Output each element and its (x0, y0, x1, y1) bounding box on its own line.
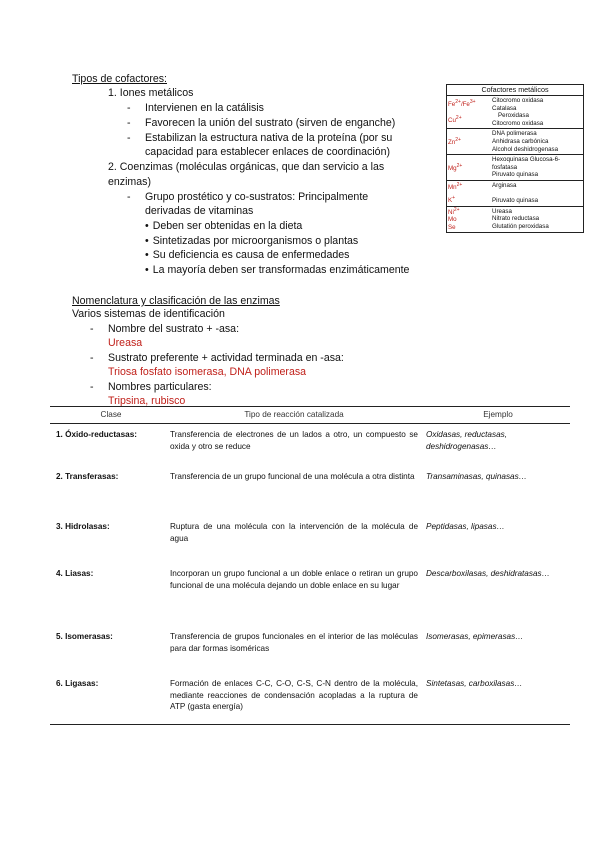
table-row (50, 563, 570, 626)
coenzyme-group-cont: derivadas de vitaminas (145, 205, 254, 217)
cofactor-point: - Estabilizan la estructura nativa de la proteína (por su (145, 131, 392, 145)
example-cell: Oxidasas, reductasas, deshidrogenasas… (426, 430, 508, 451)
enzyme-name: Arginasa (492, 181, 517, 189)
table-header (50, 407, 570, 424)
naming-system-example: Ureasa (108, 337, 143, 349)
column-header: Tipo de reacción catalizada (244, 410, 344, 419)
metal-group (447, 207, 583, 232)
enzyme-name: DNA polimerasa (492, 130, 537, 138)
coenzyme-group: - Grupo prostético y co-sustratos: Principalmente (145, 190, 368, 204)
column-header: Clase (100, 410, 122, 419)
example-cell: Sintetasas, carboxilasas… (426, 679, 523, 688)
ion-label: $Mn^{2+}$ (448, 182, 463, 192)
naming-system-label: - Sustrato preferente + actividad terminada en -asa: (108, 351, 344, 365)
example-cell: Isomerasas, epimerasas… (426, 632, 524, 641)
cofactors-item-2: 2. Coenzimas (moléculas orgánicas, que dan servicio a las (108, 161, 385, 173)
naming-system-label: - Nombres particulares: (108, 380, 212, 394)
cofactor-point: - Favorecen la unión del sustrato (sirven de enganche) (145, 116, 395, 130)
metal-group (447, 181, 583, 207)
enzyme-name: Citocromo oxidasa (492, 119, 544, 127)
example-cell: Peptidasas, lipasas… (426, 522, 505, 531)
table-row (50, 516, 570, 563)
metal-table-title: Cofactores metálicos (447, 85, 583, 96)
enzyme-name: Anhidrasa carbónica (492, 137, 549, 145)
reaction-cell: Incorporan un grupo funcional a un doble enlace o retiran un grupo funcional de una molécula dejando un doble enlace en su lugar (170, 569, 418, 590)
ion-label: $Cu^{2+}$ (448, 115, 462, 125)
naming-system-example: Tripsina, rubisco (108, 395, 186, 407)
enzyme-name: Glutatión peroxidasa (492, 222, 549, 230)
enzyme-name: Citocromo oxidasa (492, 97, 544, 104)
table-row (50, 673, 570, 724)
naming-system-label: - Nombre del sustrato + -asa: (108, 322, 239, 336)
enzyme-name: Peroxidasa (498, 112, 529, 120)
reaction-cell: Formación de enlaces C-C, C-O, C-S, C-N dentro de la molécula, mediante reacciones de condensación acopladas a la ruptura de ATP (gasta energía) (170, 679, 418, 711)
enzyme-name: Nitrato reductasa (492, 215, 540, 223)
enzyme-name: Hexoquinasa Glucosa-6- (492, 156, 561, 164)
coenzyme-bullet: • Deben ser obtenidas en la dieta (145, 219, 302, 233)
ion-label: $Mg^{2+}$ (448, 162, 463, 172)
naming-system-example: Triosa fosfato isomerasa, DNA polimerasa (108, 366, 307, 378)
class-cell: 3. Hidrolasas: (56, 522, 110, 531)
reaction-cell: Transferencia de un grupo funcional de una molécula a otra distinta (170, 472, 415, 481)
class-cell: 1. Óxido-reductasas: (56, 430, 137, 439)
cofactors-item-2-cont: enzimas) (108, 176, 151, 188)
cofactor-point: - Intervienen en la catálisis (145, 101, 264, 115)
reaction-cell: Transferencia de grupos funcionales en el interior de las moléculas para dar formas isoméricas (170, 632, 418, 653)
reaction-cell: Ruptura de una molécula con la intervención de la molécula de agua (170, 522, 418, 543)
ion-label: Mo (448, 216, 457, 224)
enzyme-name: Catalasa (492, 104, 517, 112)
column-header: Ejemplo (483, 410, 513, 419)
coenzyme-bullet: • La mayoría deben ser transformadas enzimáticamente (145, 263, 409, 277)
enzyme-name (492, 190, 583, 198)
class-cell: 4. Liasas: (56, 569, 94, 578)
enzyme-name: Alcohol deshidrogenasa (492, 145, 559, 153)
class-cell: 6. Ligasas: (56, 679, 99, 688)
nomenclature-title: Nomenclatura y clasificación de las enzimas (72, 295, 280, 307)
ion-label: $Fe^{2+}/Fe^{3+}$ (448, 99, 476, 109)
table-row (50, 466, 570, 516)
cofactors-title: Tipos de cofactores: (72, 73, 167, 85)
enzyme-name: fosfatasa (492, 163, 518, 171)
enzyme-name: Ureasa (492, 207, 512, 215)
coenzyme-bullet: • Su deficiencia es causa de enfermedades (145, 248, 349, 262)
ion-label: $Zn^{2+}$ (448, 136, 461, 146)
cofactor-point-cont: capacidad para establecer enlaces de coordinación) (145, 146, 390, 158)
metal-group (447, 96, 583, 129)
nomenclature-subtitle: Varios sistemas de identificación (72, 308, 225, 320)
table-row (50, 424, 570, 466)
example-cell: Transaminasas, quinasas… (426, 472, 527, 481)
class-cell: 5. Isomerasas: (56, 632, 113, 641)
ion-label: K+ (448, 194, 456, 204)
ion-label: Se (448, 223, 456, 231)
ion-label: $Ni^{2+}$ (448, 206, 460, 216)
reaction-cell: Transferencia de electrones de un lados a otro, un compuesto se oxida y otro se reduce (170, 430, 418, 451)
coenzyme-bullet: • Sintetizadas por microorganismos o plantas (145, 234, 358, 248)
metal-group (447, 155, 583, 181)
metal-cofactors-table (446, 84, 584, 233)
enzyme-classification-table (50, 406, 570, 725)
metal-group (447, 129, 583, 155)
class-cell: 2. Transferasas: (56, 472, 119, 481)
table-row (50, 626, 570, 673)
enzyme-name: Piruvato quinasa (492, 197, 539, 205)
enzyme-name: Piruvato quinasa (492, 171, 539, 179)
example-cell: Descarboxilasas, deshidratasas… (426, 569, 550, 578)
cofactors-item-1: 1. Iones metálicos (108, 87, 194, 99)
